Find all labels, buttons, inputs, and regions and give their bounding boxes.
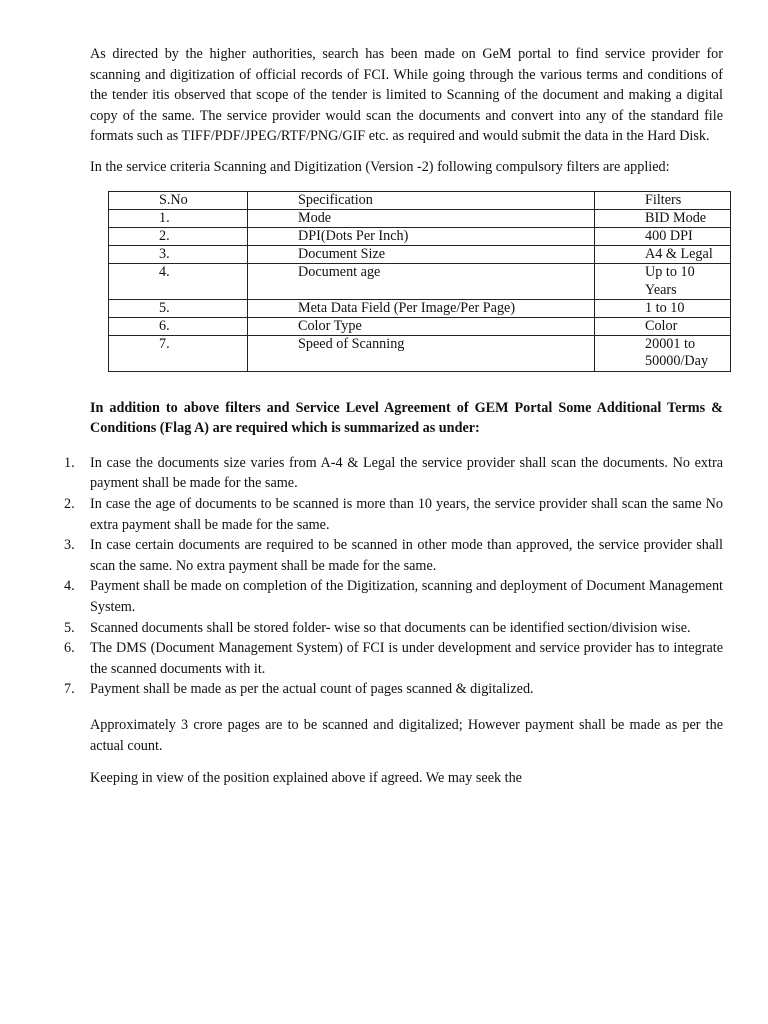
- table-cell: Color Type: [248, 317, 595, 335]
- table-row: [109, 317, 731, 335]
- table-cell: DPI(Dots Per Inch): [248, 227, 595, 245]
- table-cell: Meta Data Field (Per Image/Per Page): [248, 299, 595, 317]
- conditions-heading: In addition to above filters and Service Level Agreement of GEM Portal Some Additional Terms & Conditions (Flag A) are required which is summarized as under:: [90, 399, 723, 437]
- list-text: In case certain documents are required to be scanned in other mode than approved, the service provider shall scan the same. No extra payment shall be made for the same.: [90, 537, 723, 574]
- list-item: [64, 494, 723, 535]
- list-number: 7.: [64, 681, 75, 698]
- list-number: 1.: [64, 454, 75, 471]
- table-cell: 1.: [109, 209, 248, 227]
- list-item: [64, 576, 723, 617]
- list-text: In case the documents size varies from A-4 & Legal the service provider shall scan the documents. No extra payment shall be made for the same.: [90, 454, 723, 492]
- table-cell: Document Size: [248, 246, 595, 264]
- table-row: [109, 227, 731, 245]
- document-page: [64, 44, 723, 789]
- list-item: [64, 535, 723, 576]
- table-cell: 20001 to 50000/Day: [595, 336, 731, 371]
- table-header-row: [109, 191, 731, 209]
- table-row: [109, 336, 731, 371]
- list-item: [64, 679, 723, 700]
- table-cell: 400 DPI: [595, 227, 731, 245]
- approx-paragraph: Approximately 3 crore pages are to be scanned and digitalized; However payment shall be made as per the actual count.: [90, 716, 723, 754]
- table-row: [109, 299, 731, 317]
- list-number: 2.: [64, 495, 75, 512]
- table-header-cell: S.No: [109, 191, 248, 209]
- list-text: Payment shall be made as per the actual count of pages scanned & digitalized.: [90, 681, 534, 698]
- table-cell: A4 & Legal: [595, 246, 731, 264]
- table-cell: BID Mode: [595, 209, 731, 227]
- intro-paragraph: As directed by the higher authorities, search has been made on GeM portal to find service provider for scanning and digitization of official records of FCI. While going through the various terms and conditions of the tender itis observed that scope of the tender is limited to Scanning of the document and making a digital copy of the same. The service provider would scan the documents and convert into any of the standard file formats such as TIFF/PDF/JPEG/RTF/PNG/GIF etc. as required and would submit the data in the Hard Disk.: [90, 46, 723, 145]
- list-item: [64, 618, 723, 639]
- table-header-cell: Specification: [248, 191, 595, 209]
- table-cell: Up to 10 Years: [595, 264, 731, 299]
- list-text: Payment shall be made on completion of the Digitization, scanning and deployment of Document Management System.: [90, 578, 723, 615]
- table-cell: 2.: [109, 227, 248, 245]
- table-cell: 4.: [109, 264, 248, 299]
- list-number: 4.: [64, 578, 75, 595]
- table-row: [109, 246, 731, 264]
- conditions-list: [64, 453, 723, 700]
- list-item: [64, 453, 723, 494]
- table-cell: Mode: [248, 209, 595, 227]
- list-text: Scanned documents shall be stored folder- wise so that documents can be identified section/division wise.: [90, 619, 691, 636]
- list-item: [64, 638, 723, 679]
- list-text: In case the age of documents to be scanned is more than 10 years, the service provider shall scan the same No extra payment shall be made for the same.: [90, 495, 723, 533]
- table-cell: 3.: [109, 246, 248, 264]
- table-cell: 6.: [109, 317, 248, 335]
- table-cell: 1 to 10: [595, 299, 731, 317]
- table-cell: 5.: [109, 299, 248, 317]
- list-number: 5.: [64, 619, 75, 636]
- table-cell: Speed of Scanning: [248, 336, 595, 371]
- table-cell: 7.: [109, 336, 248, 371]
- table-cell: Document age: [248, 264, 595, 299]
- filters-table: [108, 191, 731, 372]
- list-number: 3.: [64, 537, 75, 554]
- table-cell: Color: [595, 317, 731, 335]
- list-number: 6.: [64, 640, 75, 657]
- list-text: The DMS (Document Management System) of FCI is under development and service provider has to integrate the scanned documents with it.: [90, 640, 723, 677]
- closing-paragraph: Keeping in view of the position explained above if agreed. We may seek the: [90, 770, 522, 787]
- criteria-paragraph: In the service criteria Scanning and Digitization (Version -2) following compulsory filters are applied:: [90, 158, 670, 175]
- table-header-cell: Filters: [595, 191, 731, 209]
- table-row: [109, 209, 731, 227]
- table-row: [109, 264, 731, 299]
